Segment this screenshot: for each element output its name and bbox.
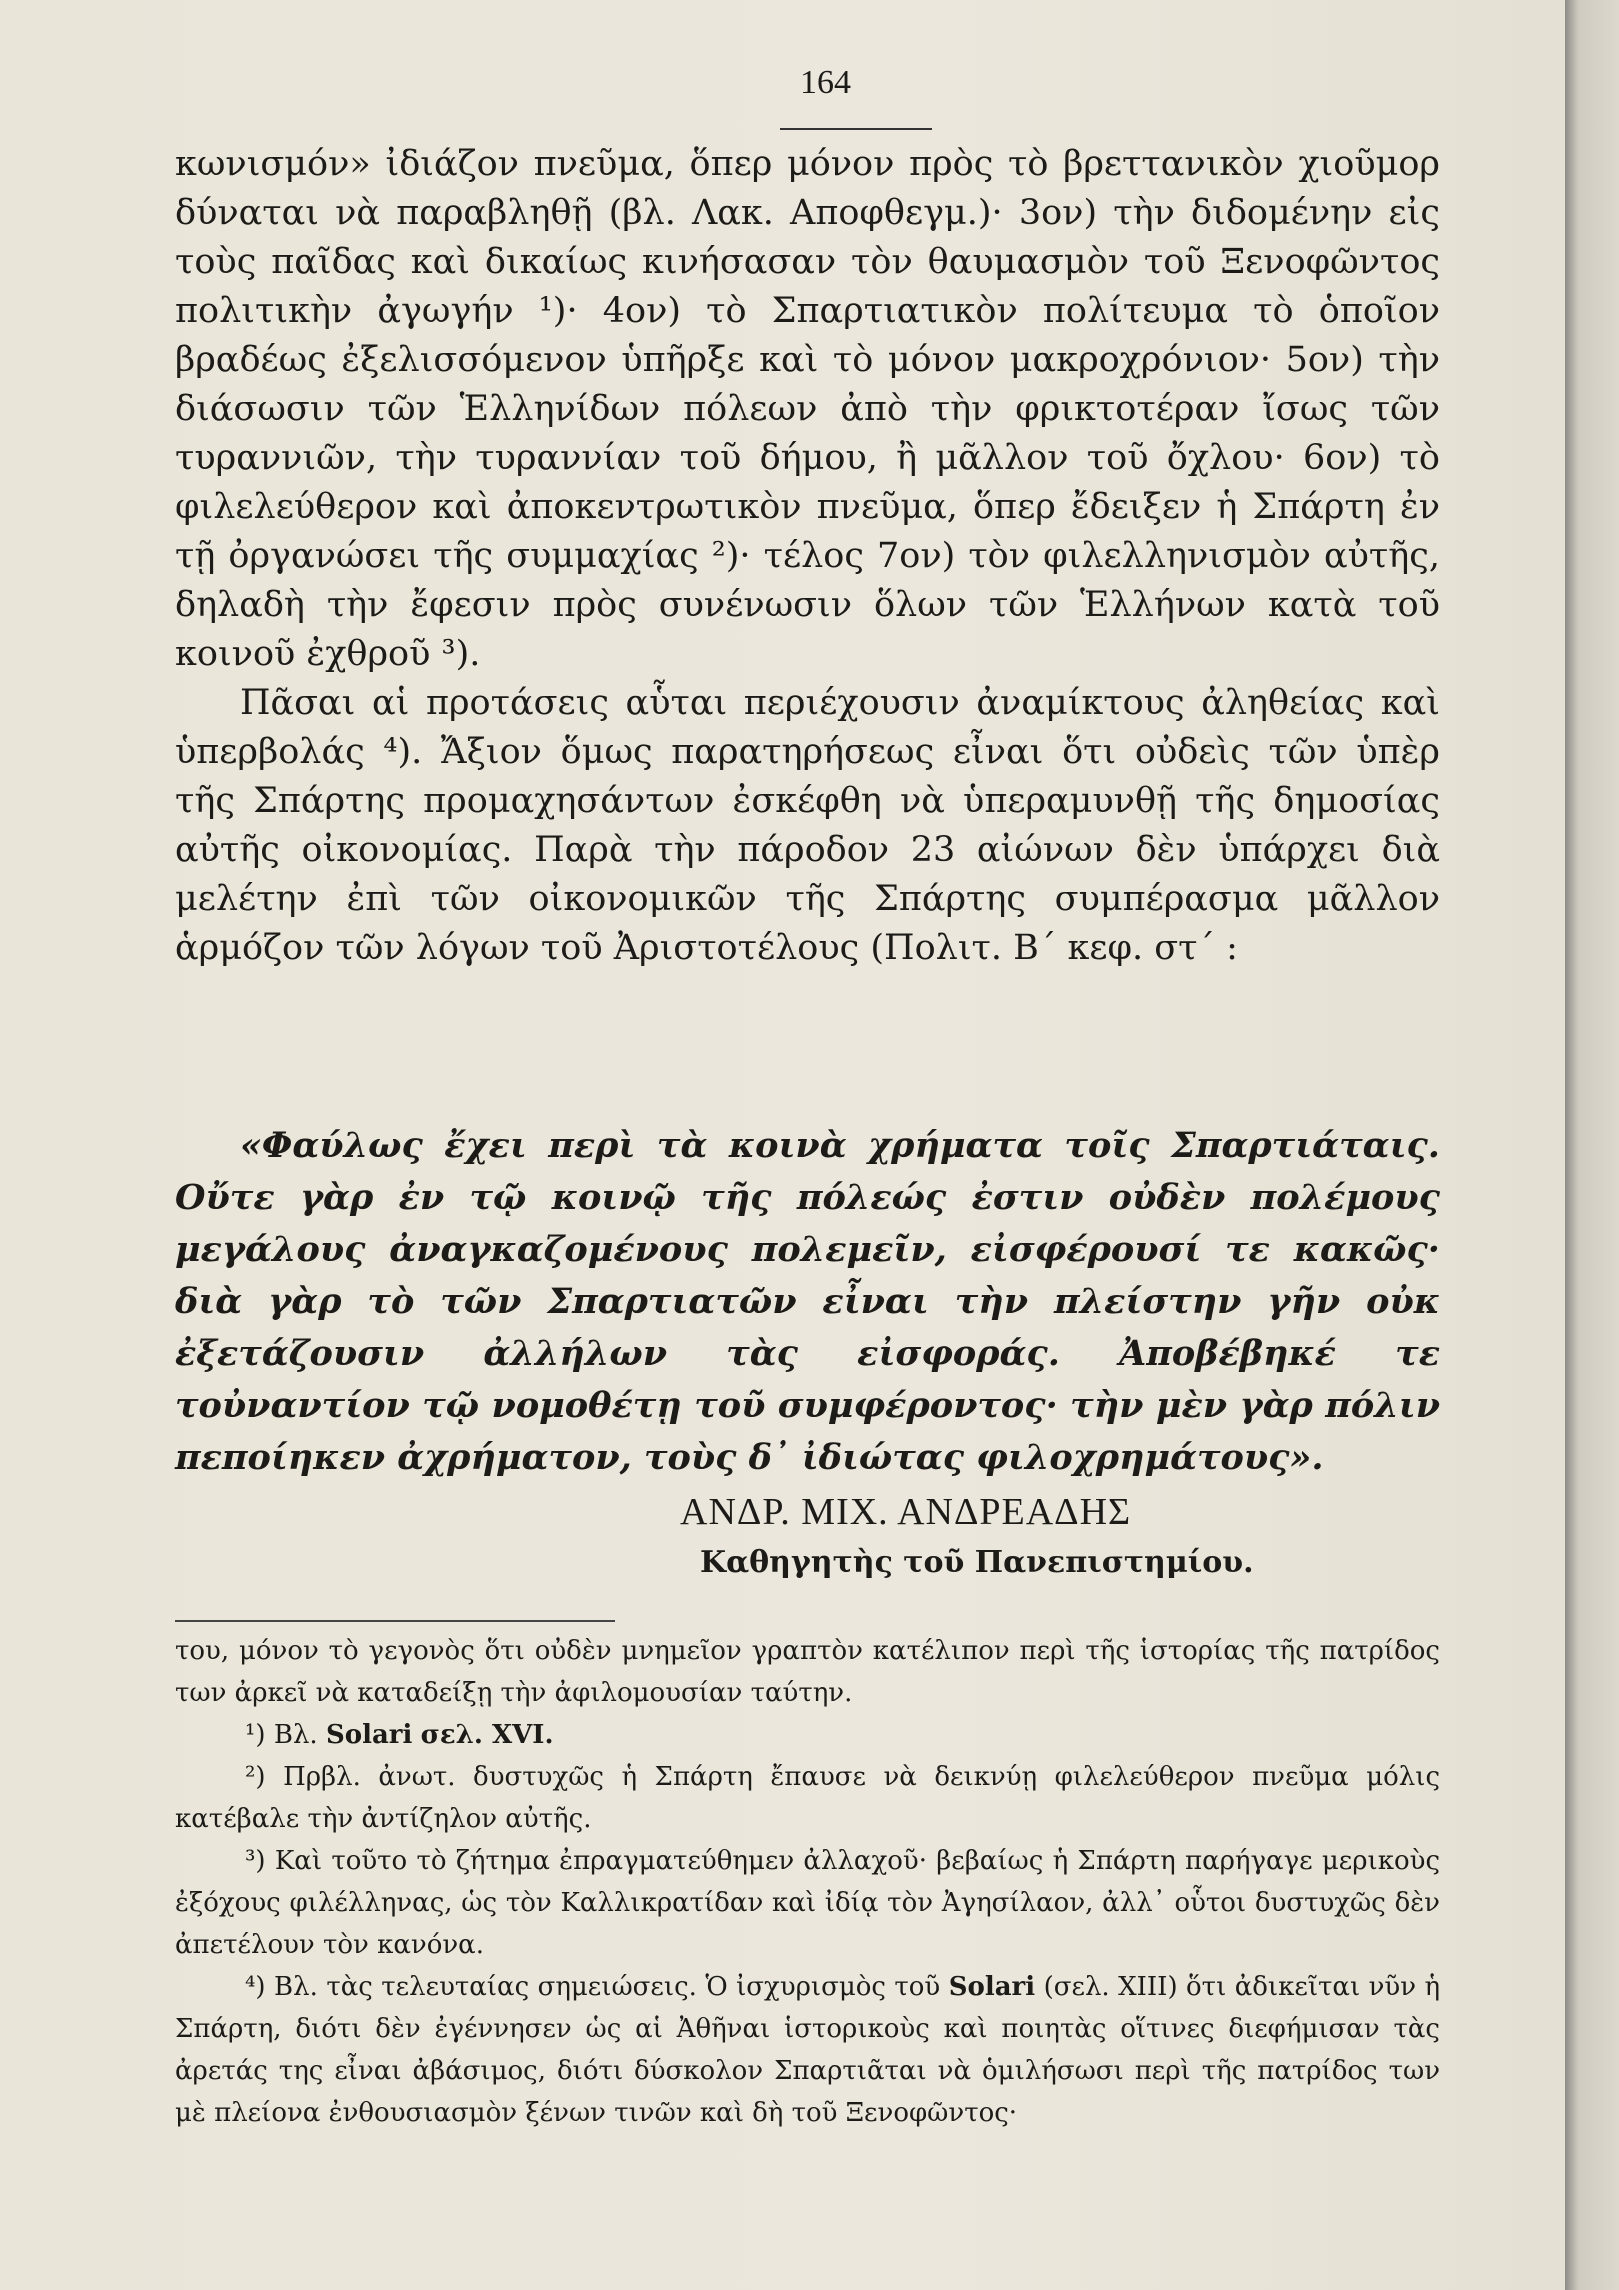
page-number-rule	[780, 128, 932, 130]
footnotes	[175, 1630, 1440, 2134]
footnote-3	[175, 1840, 1440, 1966]
footnote-continuation: του, μόνον τὸ γεγονὸς ὅτι οὐδὲν μνημεῖον γραπτὸν κατέλιπον περὶ τῆς ἱστορίας τῆς πατρίδος των ἀρκεῖ νὰ καταδείξῃ τὴν ἀφιλομουσίαν ταύτην.	[175, 1636, 1440, 1708]
footnote-1	[175, 1714, 1440, 1756]
footnote-1-marker: ¹)	[245, 1720, 266, 1750]
footnote-4-text-b: (σελ. XIII) ὅτι ἀδικεῖται νῦν ἡ Σπάρτη, διότι δὲν ἐγέννησεν ὡς αἱ Ἀθῆναι ἱστορικοὺς καὶ ποιητὰς οἵτινες διεφήμισαν τὰς ἀρετάς της εἶναι ἀβάσιμος, διότι δύσκολον Σπαρτιᾶται νὰ ὁμιλήσωσι περὶ τῆς πατρίδος των μὲ πλείονα ἐνθουσιασμὸν ξένων τινῶν καὶ δὴ τοῦ Ξενοφῶντος·	[175, 1972, 1441, 2128]
paragraph-1: κωνισμόν» ἰδιάζον πνεῦμα, ὅπερ μόνον πρὸς τὸ βρεττανικὸν χιοῦμορ δύναται νὰ παραβληθῇ (βλ. Λακ. Αποφθεγμ.)· 3ον) τὴν διδομένην εἰς τοὺς παῖδας καὶ δικαίως κινήσασαν τὸν θαυμασμὸν τοῦ Ξενοφῶντος πολιτικὴν ἀγωγήν ¹)· 4ον) τὸ Σπαρτιατικὸν πολίτευμα τὸ ὁποῖον βραδέως ἐξελισσόμενον ὑπῆρξε καὶ τὸ μόνον μακροχρόνιον· 5ον) τὴν διάσωσιν τῶν Ἑλληνίδων πόλεων ἀπὸ τὴν φρικτοτέραν ἴσως τῶν τυραννιῶν, τὴν τυραννίαν τοῦ δήμου, ἢ μᾶλλον τοῦ ὄχλου· 6ον) τὸ φιλελεύθερον καὶ ἀποκεντρωτικὸν πνεῦμα, ὅπερ ἔδειξεν ἡ Σπάρτη ἐν τῇ ὀργανώσει τῆς συμμαχίας ²)· τέλος 7ον) τὸν φιλελληνισμὸν αὐτῆς, δηλαδὴ τὴν ἔφεσιν πρὸς συνένωσιν ὅλων τῶν Ἑλλήνων κατὰ τοῦ κοινοῦ ἐχθροῦ ³).	[175, 144, 1440, 674]
author-name: ΑΝΔΡ. ΜΙΧ. ΑΝΔΡΕΑΔΗΣ	[680, 1491, 1132, 1533]
footnote-1-page: σελ. XVI.	[420, 1720, 554, 1750]
footnote-1-author: Solari	[325, 1720, 413, 1750]
book-gutter	[1565, 0, 1619, 2290]
main-text	[175, 140, 1440, 973]
footnote-3-marker: ³)	[245, 1846, 266, 1876]
footnote-1-text: Βλ.	[273, 1720, 318, 1750]
aristotle-quote: «Φαύλως ἔχει περὶ τὰ κοινὰ χρήματα τοῖς Σπαρτιάταις. Οὔτε γὰρ ἐν τῷ κοινῷ τῆς πόλεώς ἐστιν οὐδὲν πολέμους μεγάλους ἀναγκαζομένους πολεμεῖν, εἰσφέρουσί τε κακῶς· διὰ γὰρ τὸ τῶν Σπαρτιατῶν εἶναι τὴν πλείστην γῆν οὐκ ἐξετάζουσιν ἀλλήλων τὰς εἰσφοράς. Ἀποβέβηκέ τε τοὐναντίον τῷ νομοθέτῃ τοῦ συμφέροντος· τὴν μὲν γὰρ πόλιν πεποίηκεν ἀχρήματον, τοὺς δ᾽ ἰδιώτας φιλοχρημάτους».	[175, 1125, 1440, 1478]
footnote-2	[175, 1756, 1440, 1840]
footnote-2-marker: ²)	[245, 1762, 266, 1792]
footnote-4-text-a: Βλ. τὰς τελευταίας σημειώσεις. Ὁ ἰσχυρισμὸς τοῦ	[274, 1972, 941, 2002]
page-number: 164	[800, 64, 851, 101]
footnote-4-marker: ⁴)	[245, 1972, 266, 2002]
footnote-4-author: Solari	[948, 1972, 1036, 2002]
footnote-separator	[175, 1620, 615, 1622]
author-title: Καθηγητὴς τοῦ Πανεπιστημίου.	[700, 1545, 1254, 1580]
paragraph-2: Πᾶσαι αἱ προτάσεις αὗται περιέχουσιν ἀναμίκτους ἀληθείας καὶ ὑπερβολάς ⁴). Ἄξιον ὅμως παρατηρήσεως εἶναι ὅτι οὐδεὶς τῶν ὑπὲρ τῆς Σπάρτης προμαχησάντων ἐσκέφθη νὰ ὑπεραμυνθῇ τῆς δημοσίας αὐτῆς οἰκονομίας. Παρὰ τὴν πάροδον 23 αἰώνων δὲν ὑπάρχει διὰ μελέτην ἐπὶ τῶν οἰκονομικῶν τῆς Σπάρτης συμπέρασμα μᾶλλον ἁρμόζον τῶν λόγων τοῦ Ἀριστοτέλους (Πολιτ. Β΄ κεφ. στ΄ :	[175, 683, 1440, 968]
footnote-3-text: Καὶ τοῦτο τὸ ζήτημα ἐπραγματεύθημεν ἀλλαχοῦ· βεβαίως ἡ Σπάρτη παρήγαγε μερικοὺς ἐξόχους φιλέλληνας, ὡς τὸν Καλλικρατίδαν καὶ ἰδίᾳ τὸν Ἀγησίλαον, ἀλλ᾽ οὗτοι δυστυχῶς δὲν ἀπετέλουν τὸν κανόνα.	[175, 1846, 1441, 1960]
footnote-4	[175, 1966, 1440, 2134]
footnote-2-text: Πρβλ. ἀνωτ. δυστυχῶς ἡ Σπάρτη ἔπαυσε νὰ δεικνύῃ φιλελεύθερον πνεῦμα μόλις κατέβαλε τὴν ἀντίζηλον αὐτῆς.	[175, 1762, 1440, 1834]
